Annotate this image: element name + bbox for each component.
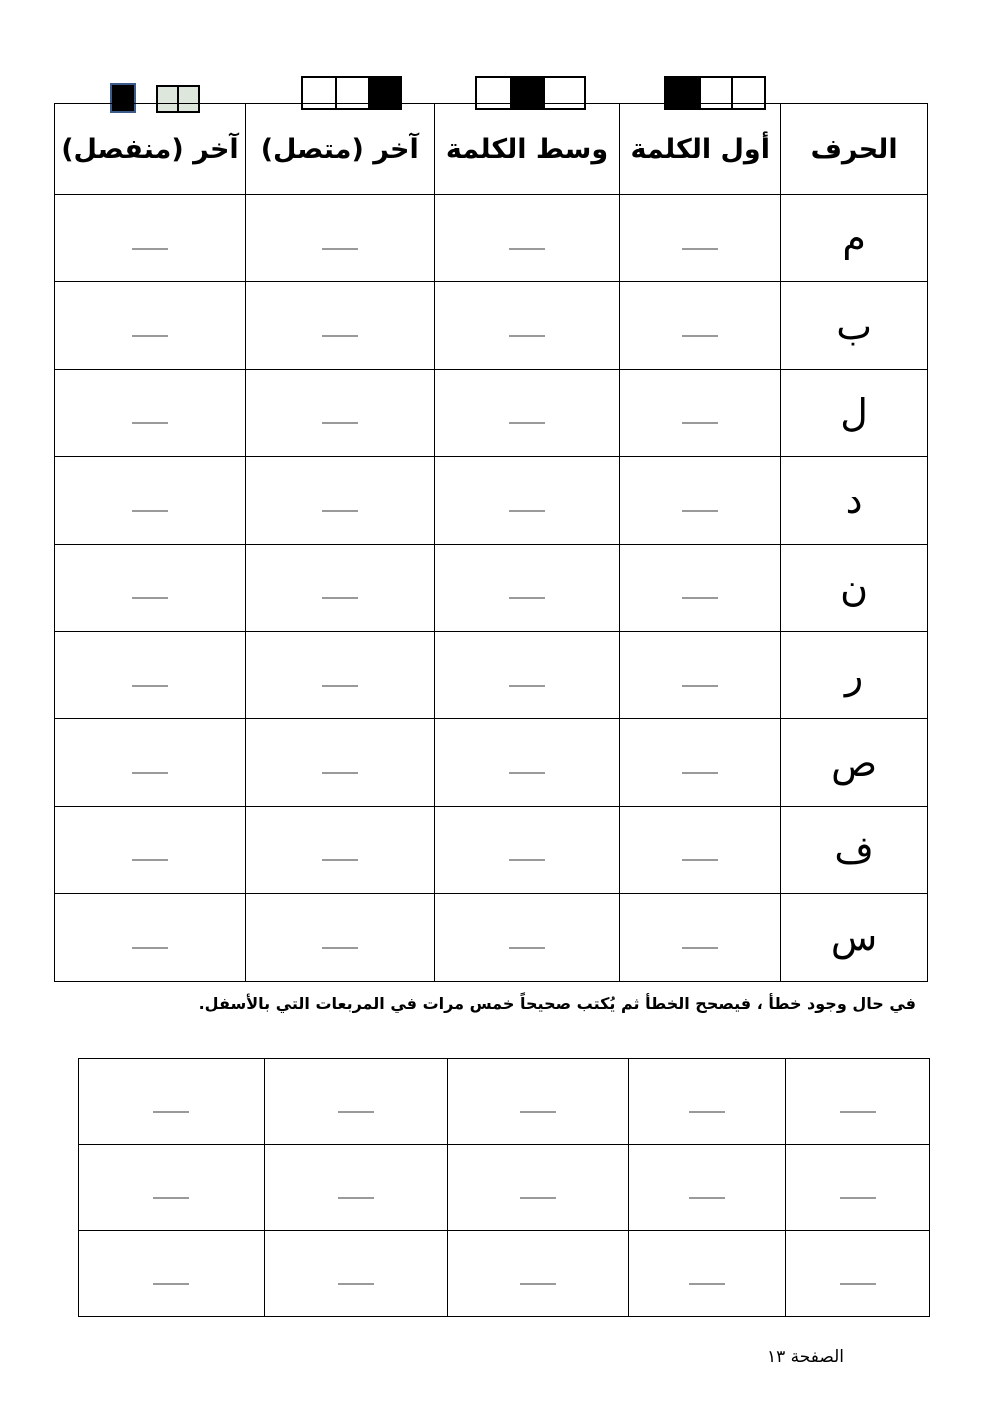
- letter-cell: ن: [781, 544, 928, 631]
- letter-cell: م: [781, 195, 928, 282]
- header-medial: وسط الكلمة: [434, 104, 620, 195]
- header-initial: أول الكلمة: [620, 104, 781, 195]
- write-cell-medial[interactable]: [434, 282, 620, 369]
- write-cell-final-connected[interactable]: [245, 806, 434, 893]
- blank-line: [509, 947, 545, 949]
- write-cell-medial[interactable]: [434, 195, 620, 282]
- blank-line: [509, 510, 545, 512]
- blank-line: [132, 685, 168, 687]
- write-cell-initial[interactable]: [620, 457, 781, 544]
- blank-line: [840, 1197, 876, 1199]
- blank-line: [322, 597, 358, 599]
- blank-line: [322, 422, 358, 424]
- blank-line: [322, 510, 358, 512]
- blank-line: [153, 1283, 189, 1285]
- blank-line: [322, 248, 358, 250]
- blank-line: [520, 1111, 556, 1113]
- page-number: الصفحة ١٣: [766, 1347, 844, 1367]
- practice-cell[interactable]: [786, 1145, 930, 1231]
- practice-cell[interactable]: [629, 1145, 786, 1231]
- blank-line: [132, 859, 168, 861]
- write-cell-final-detached[interactable]: [55, 195, 246, 282]
- blank-line: [132, 510, 168, 512]
- table-row: [55, 806, 928, 893]
- blank-line: [682, 335, 718, 337]
- instruction-text: في حال وجود خطأ ، فيصحح الخطأ ثم يُكتب صحيحاً خمس مرات في المربعات التي بالأسفل.: [198, 994, 916, 1013]
- blank-line: [509, 859, 545, 861]
- blank-line: [322, 947, 358, 949]
- letter-cell: ب: [781, 282, 928, 369]
- write-cell-final-detached[interactable]: [55, 544, 246, 631]
- write-cell-initial[interactable]: [620, 631, 781, 718]
- blank-line: [322, 859, 358, 861]
- blank-line: [509, 422, 545, 424]
- practice-grid: [78, 1058, 930, 1317]
- practice-cell[interactable]: [447, 1231, 629, 1317]
- write-cell-final-connected[interactable]: [245, 894, 434, 981]
- blank-line: [682, 685, 718, 687]
- table-row: [55, 195, 928, 282]
- write-cell-final-detached[interactable]: [55, 719, 246, 806]
- practice-cell[interactable]: [264, 1059, 447, 1145]
- table-header-row: [55, 104, 928, 195]
- blank-line: [132, 947, 168, 949]
- practice-cell[interactable]: [447, 1145, 629, 1231]
- practice-cell[interactable]: [264, 1231, 447, 1317]
- table-row: [55, 457, 928, 544]
- blank-line: [322, 685, 358, 687]
- write-cell-initial[interactable]: [620, 544, 781, 631]
- blank-line: [322, 772, 358, 774]
- blank-line: [682, 597, 718, 599]
- practice-cell[interactable]: [264, 1145, 447, 1231]
- blank-line: [338, 1197, 374, 1199]
- write-cell-medial[interactable]: [434, 457, 620, 544]
- blank-line: [689, 1197, 725, 1199]
- blank-line: [153, 1197, 189, 1199]
- write-cell-final-detached[interactable]: [55, 894, 246, 981]
- blank-line: [132, 335, 168, 337]
- blank-line: [682, 248, 718, 250]
- blank-line: [682, 510, 718, 512]
- write-cell-final-detached[interactable]: [55, 369, 246, 456]
- blank-line: [132, 422, 168, 424]
- write-cell-final-detached[interactable]: [55, 457, 246, 544]
- write-cell-final-connected[interactable]: [245, 457, 434, 544]
- blank-line: [840, 1111, 876, 1113]
- write-cell-medial[interactable]: [434, 719, 620, 806]
- blank-line: [682, 422, 718, 424]
- write-cell-medial[interactable]: [434, 544, 620, 631]
- blank-line: [682, 772, 718, 774]
- write-cell-final-detached[interactable]: [55, 806, 246, 893]
- blank-line: [520, 1197, 556, 1199]
- blank-line: [509, 597, 545, 599]
- practice-cell[interactable]: [629, 1231, 786, 1317]
- blank-line: [520, 1283, 556, 1285]
- table-row: [55, 544, 928, 631]
- letter-cell: ر: [781, 631, 928, 718]
- table-row: [55, 369, 928, 456]
- letter-cell: ل: [781, 369, 928, 456]
- table-row: [55, 282, 928, 369]
- practice-cell[interactable]: [447, 1059, 629, 1145]
- header-final-detached: آخر (منفصل): [55, 104, 246, 195]
- write-cell-medial[interactable]: [434, 369, 620, 456]
- write-cell-medial[interactable]: [434, 894, 620, 981]
- blank-line: [509, 248, 545, 250]
- practice-cell[interactable]: [79, 1231, 265, 1317]
- write-cell-final-detached[interactable]: [55, 282, 246, 369]
- blank-line: [338, 1111, 374, 1113]
- letter-cell: ف: [781, 806, 928, 893]
- blank-line: [509, 335, 545, 337]
- blank-line: [509, 772, 545, 774]
- write-cell-final-connected[interactable]: [245, 631, 434, 718]
- header-letter: الحرف: [781, 104, 928, 195]
- blank-line: [682, 947, 718, 949]
- blank-line: [322, 335, 358, 337]
- table-row: [55, 894, 928, 981]
- blank-line: [840, 1283, 876, 1285]
- practice-cell[interactable]: [786, 1231, 930, 1317]
- write-cell-initial[interactable]: [620, 894, 781, 981]
- blank-line: [132, 772, 168, 774]
- letter-cell: س: [781, 894, 928, 981]
- practice-row: [79, 1231, 930, 1317]
- header-final-connected: آخر (متصل): [245, 104, 434, 195]
- practice-cell[interactable]: [79, 1059, 265, 1145]
- blank-line: [682, 859, 718, 861]
- letter-cell: ص: [781, 719, 928, 806]
- blank-line: [132, 248, 168, 250]
- write-cell-final-connected[interactable]: [245, 369, 434, 456]
- blank-line: [689, 1111, 725, 1113]
- write-cell-initial[interactable]: [620, 719, 781, 806]
- practice-row: [79, 1145, 930, 1231]
- table-row: [55, 631, 928, 718]
- practice-cell[interactable]: [629, 1059, 786, 1145]
- practice-cell[interactable]: [786, 1059, 930, 1145]
- write-cell-final-connected[interactable]: [245, 282, 434, 369]
- letter-cell: د: [781, 457, 928, 544]
- table-row: [55, 719, 928, 806]
- write-cell-final-connected[interactable]: [245, 719, 434, 806]
- blank-line: [338, 1283, 374, 1285]
- write-cell-final-detached[interactable]: [55, 631, 246, 718]
- write-cell-initial[interactable]: [620, 195, 781, 282]
- write-cell-medial[interactable]: [434, 806, 620, 893]
- write-cell-medial[interactable]: [434, 631, 620, 718]
- letter-forms-table: [54, 103, 928, 982]
- practice-cell[interactable]: [79, 1145, 265, 1231]
- write-cell-initial[interactable]: [620, 806, 781, 893]
- blank-line: [132, 597, 168, 599]
- blank-line: [689, 1283, 725, 1285]
- blank-line: [509, 685, 545, 687]
- write-cell-final-connected[interactable]: [245, 544, 434, 631]
- blank-line: [153, 1111, 189, 1113]
- write-cell-initial[interactable]: [620, 369, 781, 456]
- practice-row: [79, 1059, 930, 1145]
- write-cell-initial[interactable]: [620, 282, 781, 369]
- write-cell-final-connected[interactable]: [245, 195, 434, 282]
